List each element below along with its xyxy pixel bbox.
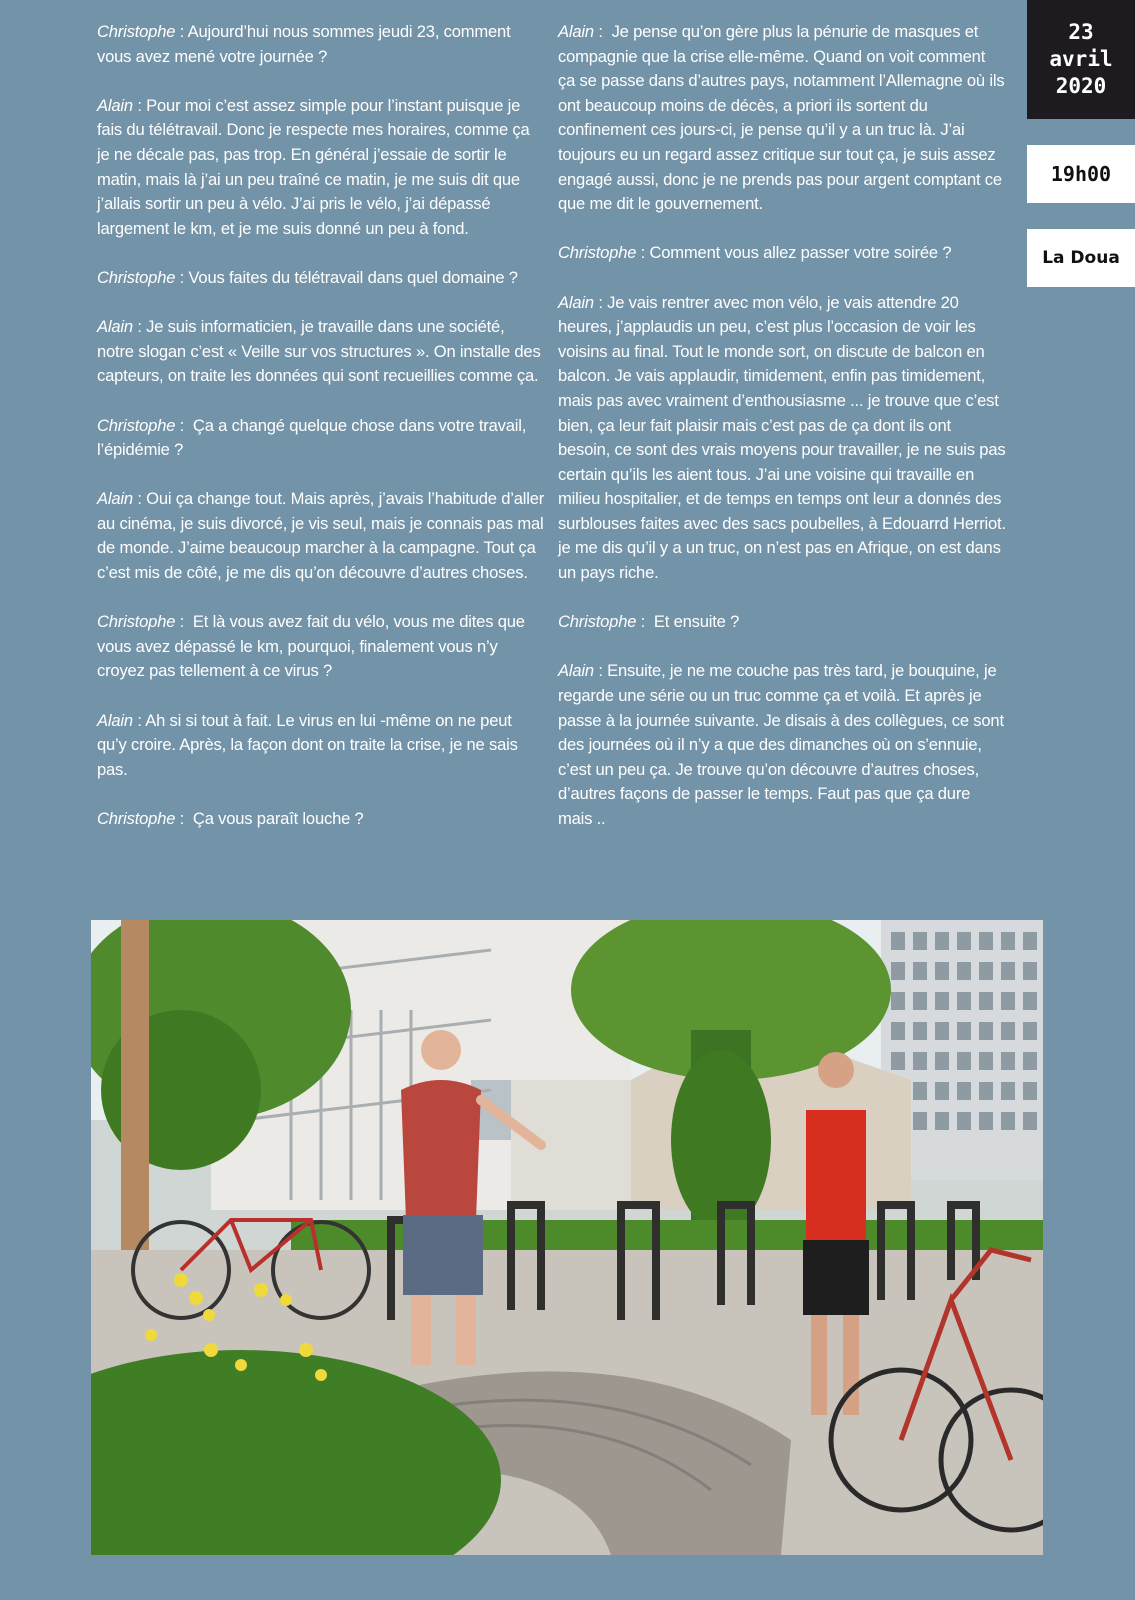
dialogue-paragraph: [97, 610, 545, 684]
speaker-separator: :: [175, 22, 188, 41]
dialogue-text: Je pense qu’on gère plus la pénurie de masques et compagnie que la crise elle-même. Quand on voit comment ça se passe dans d’autres pays, notamment l’Allemagne où ils ont beaucoup moins de décès, a priori ils sortent du confinement ces jours-ci, je pense qu’il y a un truc là. J’ai toujours eu un regard assez critique sur tout ça, je suis assez engagé aussi, donc je ne prends pas pour argent comptant ce que me dit le gouvernement.: [558, 22, 1005, 214]
speaker-name: Alain: [558, 661, 594, 681]
speaker-separator: :: [593, 22, 612, 41]
dialogue-paragraph: [558, 20, 1006, 217]
photo-illustration: [91, 920, 1043, 1555]
date-year: 2020: [1055, 74, 1107, 98]
speaker-separator: :: [132, 710, 146, 730]
date-day: 23: [1068, 20, 1094, 44]
speaker-name: Alain: [97, 95, 133, 115]
dialogue-paragraph: [97, 20, 545, 69]
speaker-name: Christophe: [558, 612, 637, 632]
dialogue-paragraph: [558, 291, 1006, 586]
dialogue-paragraph: [558, 610, 1006, 635]
dialogue-text: Je suis informaticien, je travaille dans une société, notre slogan c’est « Veille sur vos structures ». On installe des capteurs, on traite les données qui sont recueillies comme ça.: [97, 317, 541, 386]
interview-column-left: [97, 20, 545, 856]
speaker-name: Christophe: [97, 22, 176, 41]
place-label: La Doua: [1027, 229, 1135, 287]
dialogue-text: Comment vous allez passer votre soirée ?: [649, 243, 952, 263]
speaker-separator: :: [132, 489, 147, 509]
speaker-name: Christophe: [97, 267, 176, 287]
speaker-name: Alain: [97, 710, 133, 730]
dialogue-paragraph: [97, 266, 545, 291]
dialogue-paragraph: [97, 414, 545, 463]
dialogue-text: Et ensuite ?: [653, 612, 740, 632]
speaker-separator: :: [175, 267, 189, 287]
speaker-separator: :: [593, 661, 608, 681]
dialogue-paragraph: [97, 315, 545, 389]
dialogue-paragraph: [97, 94, 545, 242]
speaker-name: Alain: [97, 489, 133, 509]
dialogue-text: Et là vous avez fait du vélo, vous me dites que vous avez dépassé le km, pourquoi, finalement vous n’y croyez pas tellement à ce virus ?: [97, 612, 525, 681]
dialogue-text: Ensuite, je ne me couche pas très tard, je bouquine, je regarde une série ou un truc comme ça et voilà. Et après je passe à la journée suivante. Je disais à des collègues, ce sont des journées où il n’y a que des dimanches où on s’ennuie, c’est un peu ça. Je trouve qu’on découvre d’autres choses, d’autres façons de passer le temps. Faut pas que ça dure mais ..: [558, 661, 1004, 828]
speaker-name: Alain: [558, 22, 594, 41]
speaker-separator: :: [132, 95, 147, 115]
speaker-name: Alain: [558, 292, 594, 312]
dialogue-paragraph: [558, 659, 1006, 831]
dialogue-paragraph: [97, 807, 545, 832]
dialogue-paragraph: [558, 241, 1006, 266]
dialogue-paragraph: [97, 709, 545, 783]
dialogue-text: Vous faites du télétravail dans quel domaine ?: [188, 267, 518, 287]
speaker-separator: :: [175, 809, 193, 828]
dialogue-paragraph: [97, 487, 545, 585]
interview-column-right: [558, 20, 1006, 856]
speaker-separator: :: [132, 317, 147, 337]
time-label: 19h00: [1027, 145, 1135, 203]
dialogue-text: Pour moi c’est assez simple pour l’instant puisque je fais du télétravail. Donc je respecte mes horaires, comme ça je ne décale pas, pas trop. En général j’essaie de sortir le matin, mais là j’ai un peu traîné ce matin, je me suis dit que j’allais sortir un peu à vélo. J’ai pris le vélo, j’ai dépassé largement le km, et je me suis donné un peu à fond.: [97, 95, 530, 238]
speaker-name: Alain: [97, 317, 133, 337]
speaker-separator: :: [175, 415, 193, 435]
speaker-name: Christophe: [558, 243, 637, 263]
dialogue-text: Aujourd’hui nous sommes jeudi 23, comment vous avez mené votre journée ?: [97, 22, 511, 66]
speaker-name: Christophe: [97, 612, 176, 632]
date-month: avril: [1049, 47, 1113, 71]
dialogue-text: Je vais rentrer avec mon vélo, je vais attendre 20 heures, j’applaudis un peu, c’est plus l’occasion de voir les voisins au final. Tout le monde sort, on discute de balcon en balcon. Je vais applaudir, timidement, enfin pas timidement, mais pas avec vraiment d’enthousiasme ... je trouve que c’est bien, ça leur fait plaisir mais c’est pas de ça dont ils ont besoin, ce sont des vrais moyens pour travailler, je ne suis pas certain qu’ils les aient tous. J’ai une voisine qui travaille en milieu hospitalier, et de temps en temps ont leur a donnés des surblouses faites avec des sacs poubelles, à Edouarrd Herriot. je me dis qu’il y a un truc, on n’est pas en Afrique, on est dans un pays riche.: [558, 292, 1006, 583]
dialogue-text: Ah si si tout à fait. Le virus en lui -même on ne peut qu’y croire. Après, la façon dont on traite la crise, je ne sais pas.: [97, 710, 518, 779]
date-block: [1027, 0, 1135, 119]
street-photo: [91, 920, 1043, 1555]
dialogue-text: Ça vous paraît louche ?: [192, 809, 364, 828]
speaker-separator: :: [175, 612, 193, 632]
speaker-separator: :: [636, 243, 650, 263]
speaker-name: Christophe: [97, 415, 176, 435]
dialogue-text: Oui ça change tout. Mais après, j’avais l’habitude d’aller au cinéma, je suis divorcé, je vis seul, mais je connais pas mal de monde. J’aime beaucoup marcher à la campagne. Tout ça c’est mis de côté, je me dis qu’on découvre d’autres choses.: [97, 489, 545, 583]
speaker-separator: :: [636, 612, 654, 632]
dialogue-text: Ça a changé quelque chose dans votre travail, l’épidémie ?: [97, 415, 527, 460]
speaker-name: Christophe: [97, 809, 176, 828]
speaker-separator: :: [593, 292, 608, 312]
